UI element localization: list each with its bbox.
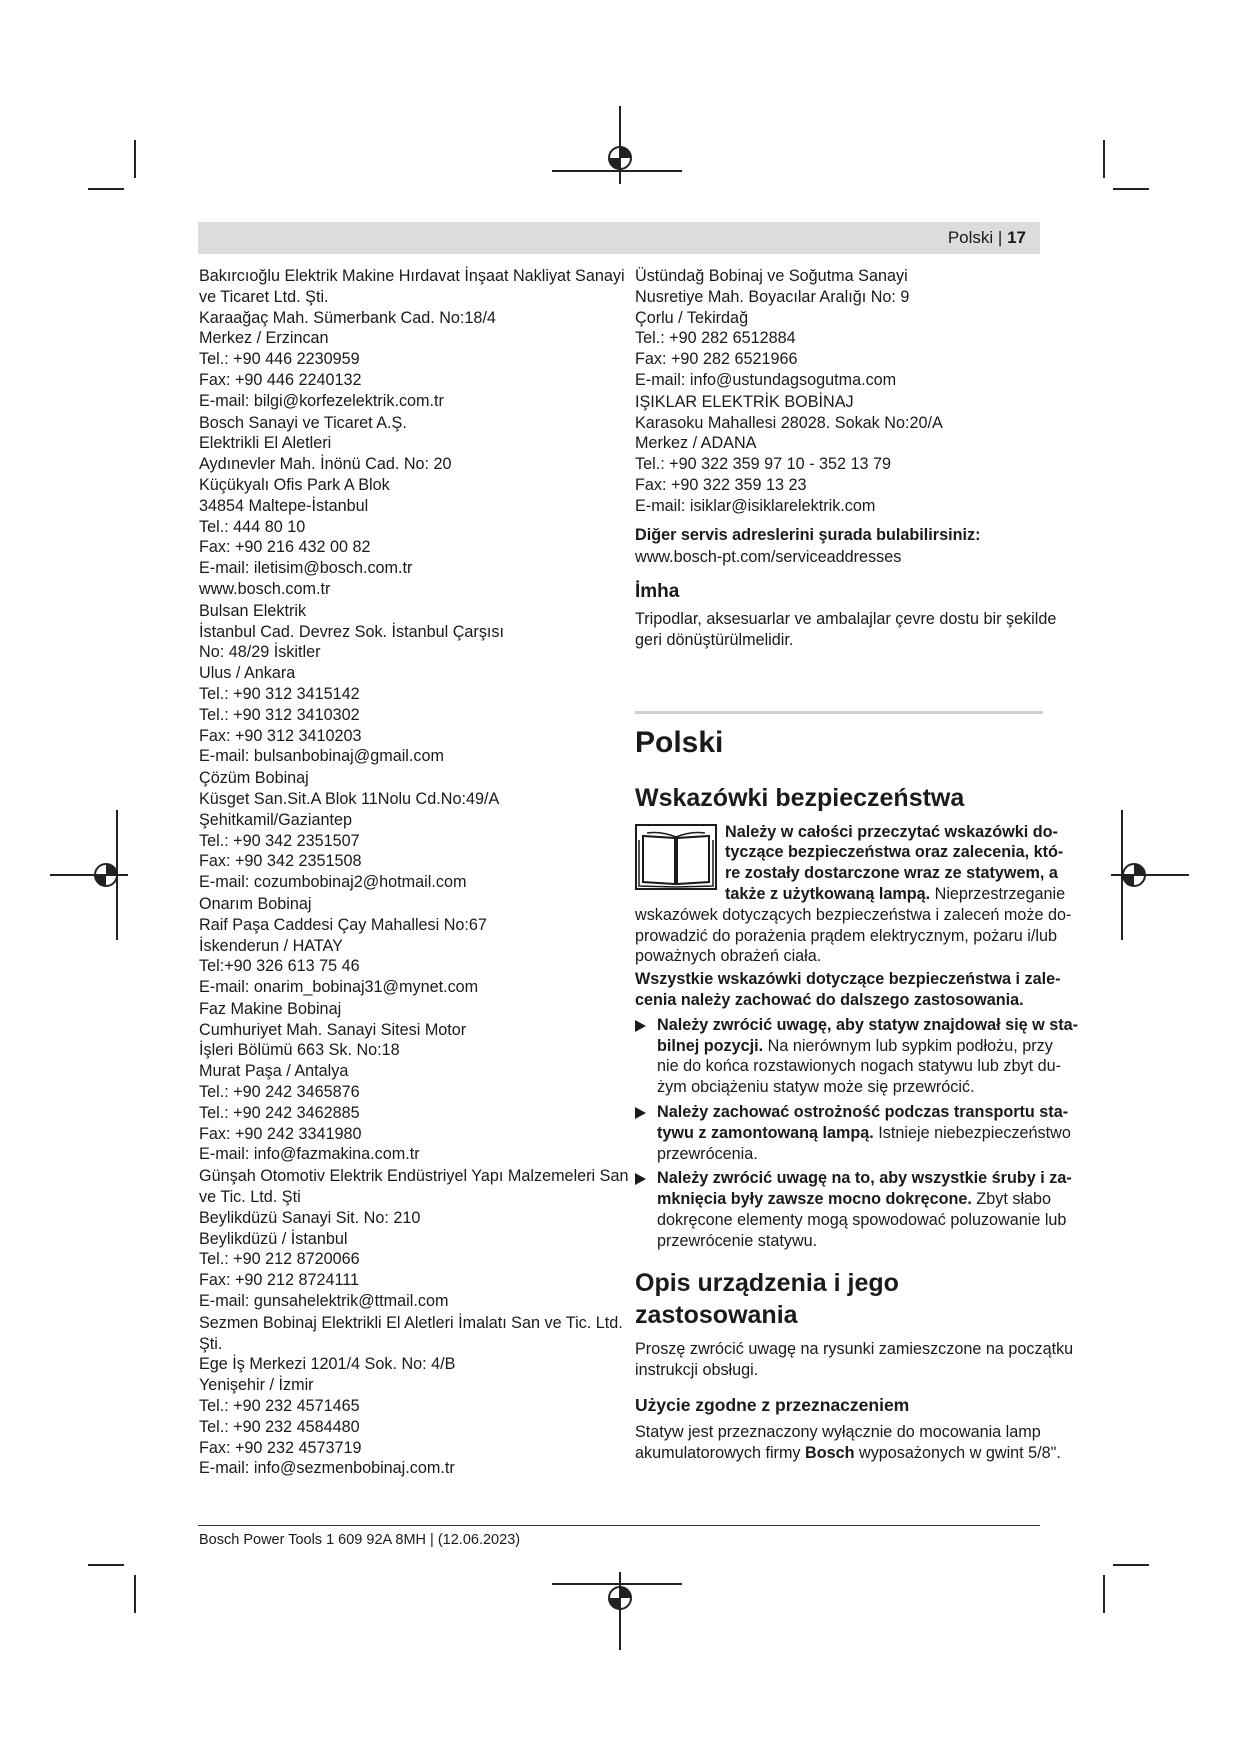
contact-entry <box>199 1313 623 1479</box>
registration-target-icon <box>92 861 120 889</box>
contact-line: Ulus / Ankara <box>199 664 296 683</box>
safety-bullets <box>635 1015 1079 1252</box>
crop-mark <box>1113 1564 1149 1566</box>
bullet-text-line: nie do końca rozstawionych nogach statywu lub zbyt du- <box>657 1057 1062 1076</box>
contact-line[interactable]: E-mail: info@fazmakina.com.tr <box>199 1145 420 1164</box>
registration-target-icon <box>1120 861 1148 889</box>
left-column <box>199 266 629 1480</box>
brand-name: Bosch <box>805 1443 855 1462</box>
footer-rule <box>198 1525 1040 1526</box>
contact-line: Fax: +90 216 432 00 82 <box>199 538 371 557</box>
contact-line[interactable]: E-mail: bulsanbobinaj@gmail.com <box>199 747 444 766</box>
contact-line: Yenişehir / İzmir <box>199 1376 314 1395</box>
uzycie-line <box>635 1443 1061 1464</box>
contact-line[interactable]: E-mail: onarim_bobinaj31@mynet.com <box>199 978 479 997</box>
header-section: Polski <box>947 228 994 247</box>
contact-line: Tel.: +90 312 3415142 <box>199 684 360 703</box>
contact-line: Fax: +90 446 2240132 <box>199 370 362 389</box>
contact-line: Tel:+90 326 613 75 46 <box>199 957 360 976</box>
contact-line: Şti. <box>199 1334 223 1353</box>
registration-target-icon <box>606 1584 634 1612</box>
section-divider <box>635 711 1043 714</box>
crop-mark <box>1113 188 1149 190</box>
contact-line: Cumhuriyet Mah. Sanayi Sitesi Motor <box>199 1020 467 1039</box>
bullet-bold-tail: bilnej pozycji. <box>657 1036 764 1055</box>
opis-line: Proszę zwrócić uwagę na rysunki zamieszczone na początku <box>635 1340 1074 1359</box>
contact-line: ve Tic. Ltd. Şti <box>199 1188 301 1207</box>
safety-bullet <box>635 1168 1072 1251</box>
bullet-mixed-line <box>657 1036 1053 1057</box>
right-column <box>635 266 1079 1463</box>
contact-line: Fax: +90 242 3341980 <box>199 1124 362 1143</box>
contact-line: Bulsan Elektrik <box>199 601 307 620</box>
bullet-text: Istnieje niebezpieczeństwo <box>873 1123 1071 1142</box>
contact-line: Tel.: +90 232 4571465 <box>199 1397 360 1416</box>
contact-line: Sezmen Bobinaj Elektrikli El Aletleri İmalatı San ve Tic. Ltd. <box>199 1313 623 1332</box>
safety-intro-line: wskazówek dotyczących bezpieczeństwa i zaleceń może do- <box>635 905 1072 924</box>
registration-target-icon <box>606 144 634 172</box>
contact-line: Merkez / Erzincan <box>199 329 329 348</box>
contact-line: İşleri Bölümü 663 Sk. No:18 <box>199 1041 400 1060</box>
bullet-text: Zbyt słabo <box>971 1190 1052 1209</box>
keep-instructions <box>635 969 1061 1011</box>
contact-entry <box>199 601 609 767</box>
crop-mark <box>88 188 124 190</box>
safety-bullet <box>635 1015 1079 1098</box>
bullet-bold-line: Należy zwrócić uwagę, aby statyw znajdował się w sta- <box>657 1015 1079 1034</box>
contact-line[interactable]: E-mail: cozumbobinaj2@hotmail.com <box>199 873 467 892</box>
bullet-bold-tail: mknięcia były zawsze mocno dokręcone. <box>657 1190 972 1209</box>
contact-line: Tel.: +90 242 3465876 <box>199 1083 360 1102</box>
contact-line: Günşah Otomotiv Elektrik Endüstriyel Yapı Malzemeleri San <box>199 1167 629 1186</box>
contact-entry <box>199 1166 629 1312</box>
bullet-text-line: dokręcone elementy mogą spowodować poluzowanie lub <box>657 1210 1067 1229</box>
contact-line: Tel.: +90 282 6512884 <box>635 329 796 348</box>
page-header <box>198 222 1040 254</box>
contact-line: 34854 Maltepe-İstanbul <box>199 496 369 515</box>
contact-line: Fax: +90 282 6521966 <box>635 350 798 369</box>
contact-line: Murat Paşa / Antalya <box>199 1062 349 1081</box>
page-number: 17 <box>1007 228 1026 247</box>
bullet-text-line: żym obciążeniu statyw może się przewrócić. <box>657 1078 975 1097</box>
contact-entry <box>199 413 609 600</box>
bullet-text: Na nierównym lub sypkim podłożu, przy <box>763 1036 1053 1055</box>
imha-text-line: Tripodlar, aksesuarlar ve ambalajlar çevre dostu bir şekilde <box>635 609 1057 628</box>
bullet-mixed-line <box>657 1189 1052 1210</box>
contact-line: Fax: +90 322 359 13 23 <box>635 475 807 494</box>
contact-entry <box>199 999 609 1165</box>
service-url[interactable]: www.bosch-pt.com/serviceaddresses <box>635 548 902 567</box>
contact-entry <box>199 768 609 893</box>
contact-line: Fax: +90 212 8724111 <box>199 1271 360 1290</box>
bullet-triangle-icon <box>635 1020 646 1032</box>
safety-intro-line: tyczące bezpieczeństwa oraz zalecenia, któ- <box>725 843 1064 862</box>
contact-line: Fax: +90 232 4573719 <box>199 1438 362 1457</box>
contact-line[interactable]: E-mail: iletisim@bosch.com.tr <box>199 559 413 578</box>
contact-line: Ege İş Merkezi 1201/4 Sok. No: 4/B <box>199 1355 456 1374</box>
contact-line: Tel.: +90 212 8720066 <box>199 1250 360 1269</box>
bullet-text-line: przewrócenia. <box>657 1144 758 1163</box>
contact-line: ve Ticaret Ltd. Şti. <box>199 287 329 306</box>
safety-intro-line: re zostały dostarczone wraz ze statywem, a <box>725 864 1058 883</box>
contact-line: Fax: +90 342 2351508 <box>199 852 362 871</box>
crop-mark <box>134 140 136 178</box>
contact-line: İskenderun / HATAY <box>199 936 343 955</box>
contact-line: Beylikdüzü Sanayi Sit. No: 210 <box>199 1208 421 1227</box>
contact-line: Nusretiye Mah. Boyacılar Aralığı No: 9 <box>635 287 910 306</box>
contact-line: Aydınevler Mah. İnönü Cad. No: 20 <box>199 455 452 474</box>
contact-line: Tel.: +90 342 2351507 <box>199 831 360 850</box>
contact-line: Tel.: 444 80 10 <box>199 517 306 536</box>
bullet-bold-line: Należy zwrócić uwagę na to, aby wszystkie śruby i za- <box>657 1169 1072 1188</box>
contact-line: Şehitkamil/Gaziantep <box>199 810 352 829</box>
header-label: Polski | 17 <box>947 228 1026 247</box>
contact-entry <box>199 266 625 412</box>
contact-entry <box>635 266 1043 391</box>
contact-line: Üstündağ Bobinaj ve Soğutma Sanayi <box>635 267 908 285</box>
opis-heading: Opis urządzenia i jego zastosowania <box>635 1269 899 1330</box>
contact-line: Çorlu / Tekirdağ <box>635 308 749 327</box>
contact-line: Bakırcıoğlu Elektrik Makine Hırdavat İnşaat Nakliyat Sanayi <box>199 267 625 285</box>
contact-line: IŞIKLAR ELEKTRİK BOBİNAJ <box>635 392 854 411</box>
imha-heading: İmha <box>635 581 680 603</box>
contact-line: Bosch Sanayi ve Ticaret A.Ş. <box>199 413 407 432</box>
contact-line[interactable]: E-mail: bilgi@korfezelektrik.com.tr <box>199 391 444 410</box>
contact-line: Tel.: +90 312 3410302 <box>199 705 360 724</box>
contact-line: Faz Makine Bobinaj <box>199 999 342 1018</box>
contact-entry <box>199 894 609 998</box>
safety-intro-text: Nieprzestrzeganie <box>930 884 1066 903</box>
crop-mark <box>88 1564 124 1566</box>
contact-line[interactable]: E-mail: info@sezmenbobinaj.com.tr <box>199 1459 455 1478</box>
keep-line: cenia należy zachować do dalszego zastosowania. <box>635 990 1024 1009</box>
contact-line: No: 48/29 İskitler <box>199 643 321 662</box>
crop-mark <box>134 1575 136 1613</box>
crop-mark <box>1103 140 1105 178</box>
polski-title: Polski <box>635 725 724 759</box>
contact-line[interactable]: E-mail: gunsahelektrik@ttmail.com <box>199 1292 449 1311</box>
safety-intro-line: prowadzić do porażenia prądem elektrycznym, pożaru i/lub <box>635 926 1057 945</box>
contact-line: Tel.: +90 242 3462885 <box>199 1103 360 1122</box>
uzycie-text: wyposażonych w gwint 5/8". <box>854 1443 1061 1462</box>
uzycie-line: Statyw jest przeznaczony wyłącznie do mocowania lamp <box>635 1422 1041 1441</box>
safety-intro-line: Należy w całości przeczytać wskazówki do- <box>725 822 1058 841</box>
contact-line: Fax: +90 312 3410203 <box>199 726 362 745</box>
bullet-bold-tail: tywu z zamontowaną lampą. <box>657 1123 874 1142</box>
keep-line: Wszystkie wskazówki dotyczące bezpieczeństwa i zale- <box>635 970 1061 989</box>
contact-line: Tel.: +90 446 2230959 <box>199 350 360 369</box>
safety-heading: Wskazówki bezpieczeństwa <box>635 783 965 812</box>
contact-line: Tel.: +90 232 4584480 <box>199 1417 360 1436</box>
contact-line: Raif Paşa Caddesi Çay Mahallesi No:67 <box>199 915 487 934</box>
contact-line: Karasoku Mahallesi 28028. Sokak No:20/A <box>635 413 943 432</box>
contact-line: Elektrikli El Aletleri <box>199 434 332 453</box>
bullet-triangle-icon <box>635 1107 646 1119</box>
contact-list <box>635 266 1043 517</box>
safety-intro <box>635 822 1072 968</box>
contact-line: Onarım Bobinaj <box>199 894 312 913</box>
bullet-triangle-icon <box>635 1173 646 1185</box>
contact-line[interactable]: E-mail: info@ustundagsogutma.com <box>635 370 897 389</box>
contact-line[interactable]: E-mail: isiklar@isiklarelektrik.com <box>635 496 876 515</box>
safety-intro-line: poważnych obrażeń ciała. <box>635 947 822 966</box>
footer-text: Bosch Power Tools 1 609 92A 8MH | (12.06.2023) <box>199 1532 521 1548</box>
service-heading: Diğer servis adreslerini şurada bulabilirsiniz: <box>635 525 981 544</box>
safety-intro-bold: także z użytkowaną lampą. <box>725 884 931 903</box>
contact-line: Tel.: +90 322 359 97 10 - 352 13 79 <box>635 455 892 474</box>
imha-text-line: geri dönüştürülmelidir. <box>635 630 794 649</box>
contact-line[interactable]: www.bosch.com.tr <box>199 579 331 598</box>
safety-bullet <box>635 1102 1071 1164</box>
contact-line: Çözüm Bobinaj <box>199 769 309 788</box>
uzycie-heading: Użycie zgodne z przeznaczeniem <box>635 1395 910 1416</box>
contact-line: İstanbul Cad. Devrez Sok. İstanbul Çarşısı <box>199 622 505 641</box>
bullet-bold-line: Należy zachować ostrożność podczas transportu sta- <box>657 1102 1069 1121</box>
opis-line: instrukcji obsługi. <box>635 1361 759 1380</box>
crop-mark <box>1103 1575 1105 1613</box>
contact-entry <box>635 392 1043 517</box>
contact-line: Küçükyalı Ofis Park A Blok <box>199 475 390 494</box>
uzycie-text: akumulatorowych firmy <box>635 1443 806 1462</box>
bullet-text-line: przewrócenie statywu. <box>657 1231 818 1250</box>
contact-line: Beylikdüzü / İstanbul <box>199 1229 348 1248</box>
contact-line: Karaağaç Mah. Sümerbank Cad. No:18/4 <box>199 308 496 327</box>
contact-line: Merkez / ADANA <box>635 434 757 453</box>
bullet-mixed-line <box>657 1123 1071 1144</box>
read-manual-book-icon <box>635 824 717 890</box>
contact-line: Küsget San.Sit.A Blok 11Nolu Cd.No:49/A <box>199 789 500 808</box>
